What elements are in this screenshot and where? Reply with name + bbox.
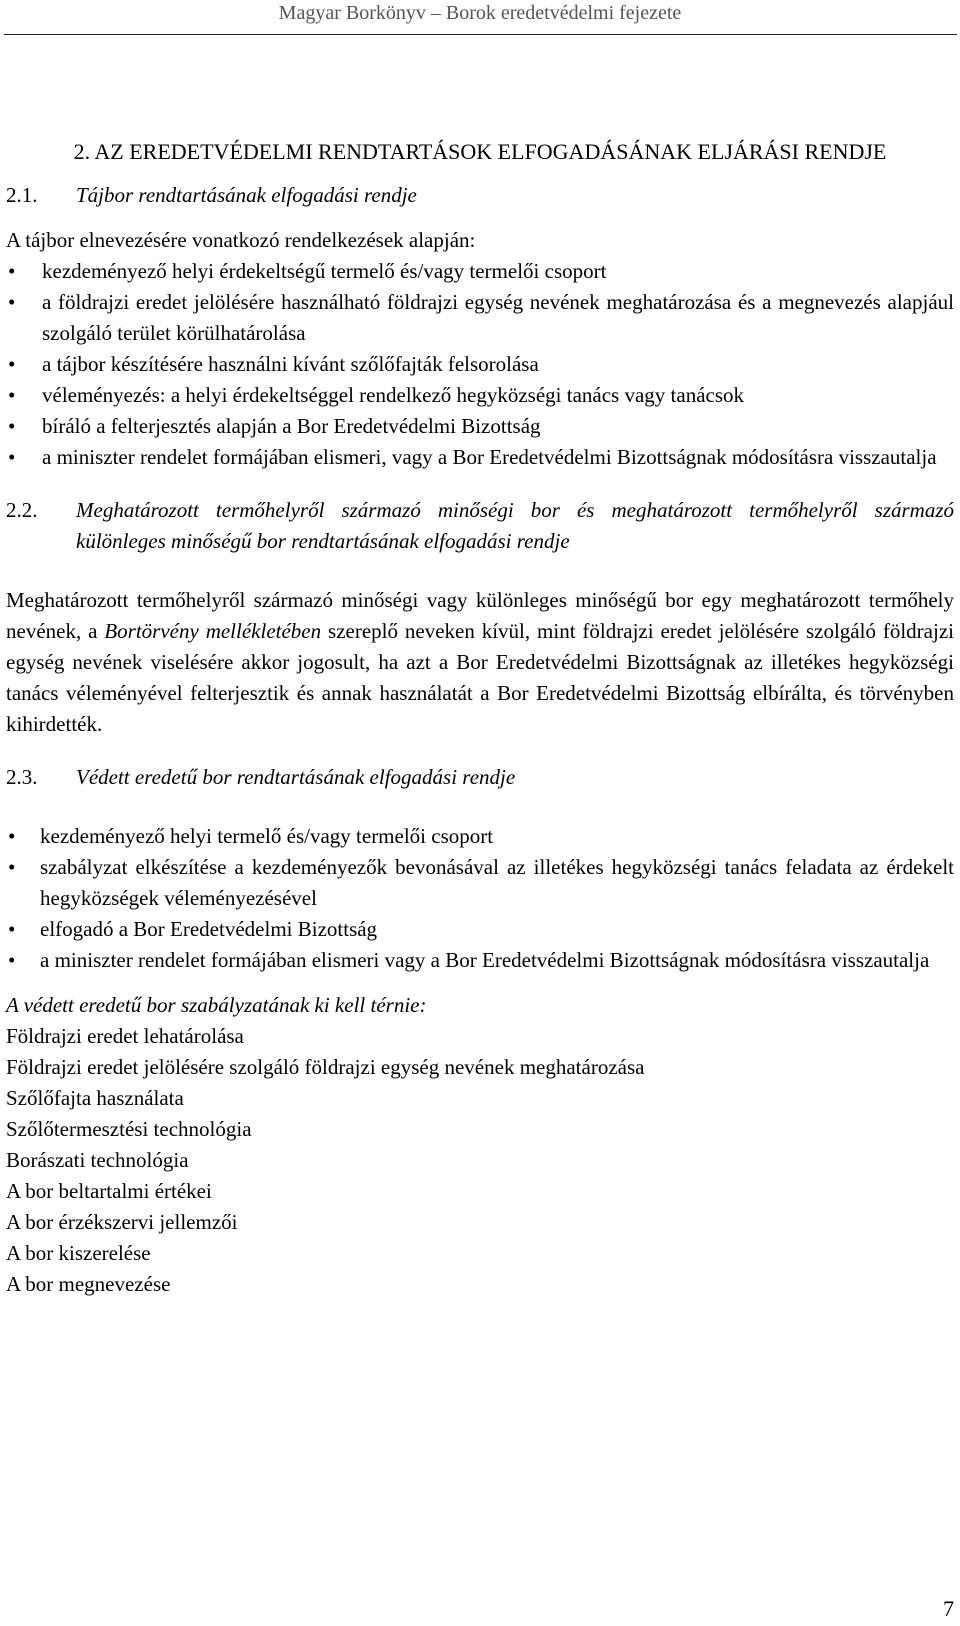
requirement-item: A bor érzékszervi jellemzői — [6, 1210, 238, 1234]
list-item — [6, 852, 954, 914]
list-item-text: a földrajzi eredet jelölésére használható földrajzi egység nevének meghatározása és a megnevezés alapjául szolgáló terület körülhatárolása — [42, 290, 954, 345]
list-item-text: kezdeményező helyi érdekeltségű termelő és/vagy termelői csoport — [42, 259, 607, 283]
spacer — [6, 976, 954, 990]
list-item-text: kezdeményező helyi termelő és/vagy termelői csoport — [40, 824, 494, 848]
requirement-item: Földrajzi eredet lehatárolása — [6, 1024, 244, 1048]
requirement-item: Földrajzi eredet jelölésére szolgáló földrajzi egység nevének meghatározása — [6, 1055, 645, 1079]
requirement-item: A bor beltartalmi értékei — [6, 1179, 212, 1203]
section-heading-2-2 — [6, 495, 954, 557]
section-title: Védett eredetű bor rendtartásának elfogadási rendje — [76, 765, 516, 789]
bullet-dot-icon: • — [8, 948, 16, 972]
requirements-list — [6, 1021, 954, 1300]
section-heading-2-3 — [6, 762, 954, 793]
list-item-text: véleményezés: a helyi érdekeltséggel rendelkező hegyközségi tanács vagy tanácsok — [42, 383, 745, 407]
section-intro: A tájbor elnevezésére vonatkozó rendelkezések alapján: — [6, 228, 476, 252]
list-item — [6, 380, 954, 411]
list-item — [6, 914, 954, 945]
requirement-item: Szőlőtermesztési technológia — [6, 1117, 252, 1141]
bullet-dot-icon: • — [8, 259, 16, 283]
bullet-dot-icon: • — [8, 383, 16, 407]
bullet-dot-icon: • — [8, 290, 16, 314]
tajbor-steps-list — [6, 256, 954, 473]
bullet-dot-icon: • — [8, 352, 16, 376]
page-number: 7 — [943, 1596, 954, 1621]
vedett-steps-list — [6, 821, 954, 976]
section-number: 2.2. — [6, 498, 38, 522]
paragraph-text: szereplő neveken kívül, mint földrajzi eredet jelölésére szolgáló földrajzi egység nevének viselésére akkor jogosult, ha azt a Bor Eredetvédelmi Bizottságnak az illetékes hegyközségi tanács véleményével felterjesztik és annak használatát a Bor Eredetvédelmi Bizottság elbírálta, és törvényben kihirdették. — [6, 619, 954, 736]
section-paragraph — [6, 585, 954, 740]
requirement-item: A bor kiszerelése — [6, 1241, 151, 1265]
list-item — [6, 945, 954, 976]
requirement-item: Borászati technológia — [6, 1148, 189, 1172]
bullet-dot-icon: • — [8, 824, 16, 848]
paragraph-italic-text: Bortörvény mellékletében — [104, 619, 322, 643]
requirements-heading: A védett eredetű bor szabályzatának ki kell térnie: — [6, 993, 427, 1017]
document-body — [6, 135, 954, 1300]
section-number: 2.3. — [6, 765, 38, 789]
header-rule — [4, 34, 957, 35]
chapter-title: 2. AZ EREDETVÉDELMI RENDTARTÁSOK ELFOGADÁSÁNAK ELJÁRÁSI RENDJE — [73, 139, 887, 164]
bullet-dot-icon: • — [8, 414, 16, 438]
spacer — [6, 571, 954, 585]
section-heading-2-1 — [6, 180, 954, 211]
section-title: Tájbor rendtartásának elfogadási rendje — [76, 183, 417, 207]
list-item — [6, 287, 954, 349]
list-item — [6, 821, 954, 852]
spacer — [6, 807, 954, 821]
bullet-dot-icon: • — [8, 917, 16, 941]
list-item — [6, 349, 954, 380]
requirement-item: A bor megnevezése — [6, 1272, 171, 1296]
list-item-text: a tájbor készítésére használni kívánt szőlőfajták felsorolása — [42, 352, 539, 376]
running-header: Magyar Borkönyv – Borok eredetvédelmi fejezete — [278, 2, 682, 24]
requirement-item: Szőlőfajta használata — [6, 1086, 184, 1110]
bullet-dot-icon: • — [8, 445, 16, 469]
list-item-text: bíráló a felterjesztés alapján a Bor Eredetvédelmi Bizottság — [42, 414, 541, 438]
list-item-text: elfogadó a Bor Eredetvédelmi Bizottság — [40, 917, 378, 941]
list-item — [6, 411, 954, 442]
list-item-text: a miniszter rendelet formájában elismeri vagy a Bor Eredetvédelmi Bizottságnak módosításra visszautalja — [40, 948, 930, 972]
list-item-text: a miniszter rendelet formájában elismeri, vagy a Bor Eredetvédelmi Bizottságnak módosításra visszautalja — [42, 445, 937, 469]
list-item-text: szabályzat elkészítése a kezdeményezők bevonásával az illetékes hegyközségi tanács feladata az érdekelt hegyközségek véleményezésével — [40, 855, 954, 910]
paragraph-text: Meghatározott termőhelyről származó minőségi vagy különleges minőségű bor egy meghatározott termőhely nevének, a — [6, 588, 954, 643]
section-title: Meghatározott termőhelyről származó minőségi bor és meghatározott termőhelyről származó különleges minőségű bor rendtartásának elfogadási rendje — [76, 498, 954, 553]
section-number: 2.1. — [6, 183, 38, 207]
list-item — [6, 256, 954, 287]
bullet-dot-icon: • — [8, 855, 16, 879]
list-item — [6, 442, 954, 473]
